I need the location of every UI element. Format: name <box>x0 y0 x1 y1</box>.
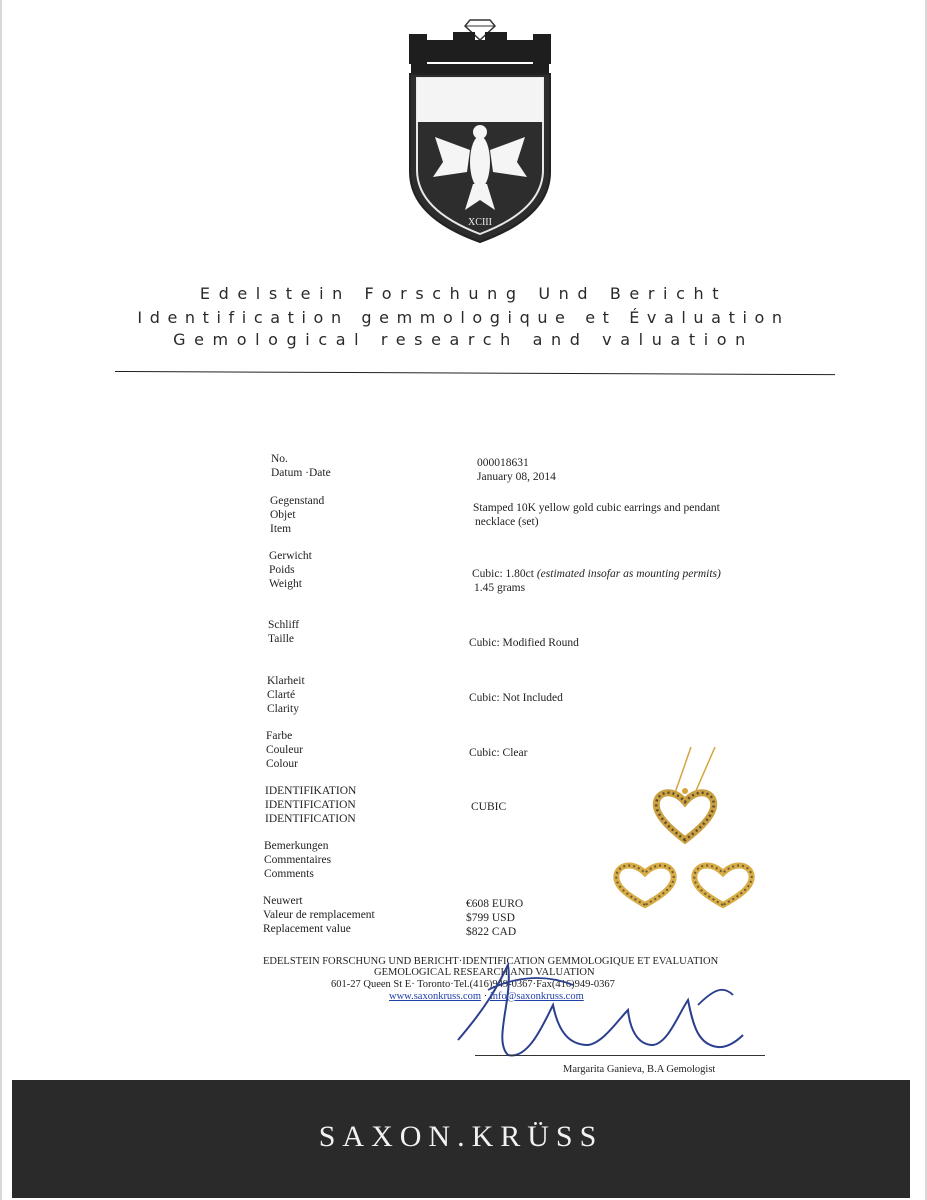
label-clarity-fr: Clarté <box>267 689 296 701</box>
value-cad: $822 CAD <box>466 926 517 938</box>
label-value-en: Replacement value <box>263 923 351 935</box>
label-weight-en: Weight <box>269 578 302 590</box>
value-weight-line1 <box>472 567 721 581</box>
label-date: Datum ·Date <box>271 467 331 479</box>
crest-motto: XCIII <box>468 217 492 228</box>
label-cut-de: Schliff <box>268 619 300 631</box>
value-certificate-number: 000018631 <box>477 457 529 469</box>
value-weight-carat: Cubic: 1.80ct <box>472 568 534 580</box>
value-cut: Cubic: Modified Round <box>469 637 579 649</box>
label-cut-fr: Taille <box>268 633 295 645</box>
label-no: No. <box>271 453 288 465</box>
header-line-english: Gemological research and valuation <box>173 330 754 349</box>
value-item-line1: Stamped 10K yellow gold cubic earrings and pendant <box>473 502 720 514</box>
label-remarks-en: Comments <box>264 868 314 880</box>
value-date: January 08, 2014 <box>477 471 556 483</box>
header-divider <box>115 371 835 375</box>
label-identification-de: IDENTIFIKATION <box>265 785 357 797</box>
label-colour-en: Colour <box>266 758 298 770</box>
footer-address: 601-27 Queen St E· Toronto·Tel.(416)949-0367·Fax(416)949-0367 <box>331 979 615 990</box>
label-identification-fr: IDENTIFICATION <box>265 799 356 811</box>
handwritten-signature <box>448 945 748 1065</box>
brand-footer-band <box>12 1080 910 1198</box>
label-identification-en: IDENTIFICATION <box>265 813 356 825</box>
brand-name: SAXON.KRÜSS <box>318 1120 604 1153</box>
label-clarity-en: Clarity <box>267 703 299 715</box>
email-link[interactable]: info@saxonkruss.com <box>489 991 584 1002</box>
value-item-line2: necklace (set) <box>475 516 539 528</box>
left-earring-icon <box>616 866 673 906</box>
label-colour-de: Farbe <box>266 730 293 742</box>
right-earring-icon <box>694 866 751 906</box>
value-eur: €608 EURO <box>466 898 524 910</box>
heart-pendant-icon <box>656 793 714 840</box>
label-item-de: Gegenstand <box>270 495 325 507</box>
value-usd: $799 USD <box>466 912 515 924</box>
label-remarks-de: Bemerkungen <box>264 840 329 852</box>
label-value-de: Neuwert <box>263 895 303 907</box>
value-weight-grams: 1.45 grams <box>474 582 526 594</box>
value-colour: Cubic: Clear <box>469 747 528 759</box>
label-clarity-de: Klarheit <box>267 675 305 687</box>
label-item-fr: Objet <box>270 509 296 521</box>
label-item-en: Item <box>270 523 292 535</box>
signature-line <box>475 1055 765 1056</box>
label-weight-de: Gerwicht <box>269 550 312 562</box>
label-weight-fr: Poids <box>269 564 295 576</box>
footer-company-line: EDELSTEIN FORSCHUNG UND BERICHT·IDENTIFICATION GEMMOLOGIQUE ET EVALUATION <box>263 956 719 967</box>
label-value-fr: Valeur de remplacement <box>263 909 375 921</box>
signatory-name: Margarita Ganieva, B.A Gemologist <box>563 1064 716 1075</box>
left-page-edge <box>0 0 2 1200</box>
crown-ornament-icon <box>409 32 551 74</box>
coat-of-arms-crest <box>405 12 555 244</box>
footer-subtitle: GEMOLOGICAL RESEARCH AND VALUATION <box>374 967 595 978</box>
value-identification: CUBIC <box>471 801 507 813</box>
website-link[interactable]: www.saxonkruss.com <box>389 991 482 1002</box>
footer-links: www.saxonkruss.com · info@saxonkruss.com <box>389 991 584 1002</box>
value-clarity: Cubic: Not Included <box>469 692 563 704</box>
header-line-french: Identification gemmologique et Évaluation <box>137 308 790 327</box>
label-remarks-fr: Commentaires <box>264 854 332 866</box>
label-colour-fr: Couleur <box>266 744 304 756</box>
header-line-german: Edelstein Forschung Und Bericht <box>199 284 728 303</box>
chain-icon <box>675 747 715 794</box>
jewellery-photo <box>605 745 765 910</box>
value-weight-note: (estimated insofar as mounting permits) <box>536 568 721 580</box>
